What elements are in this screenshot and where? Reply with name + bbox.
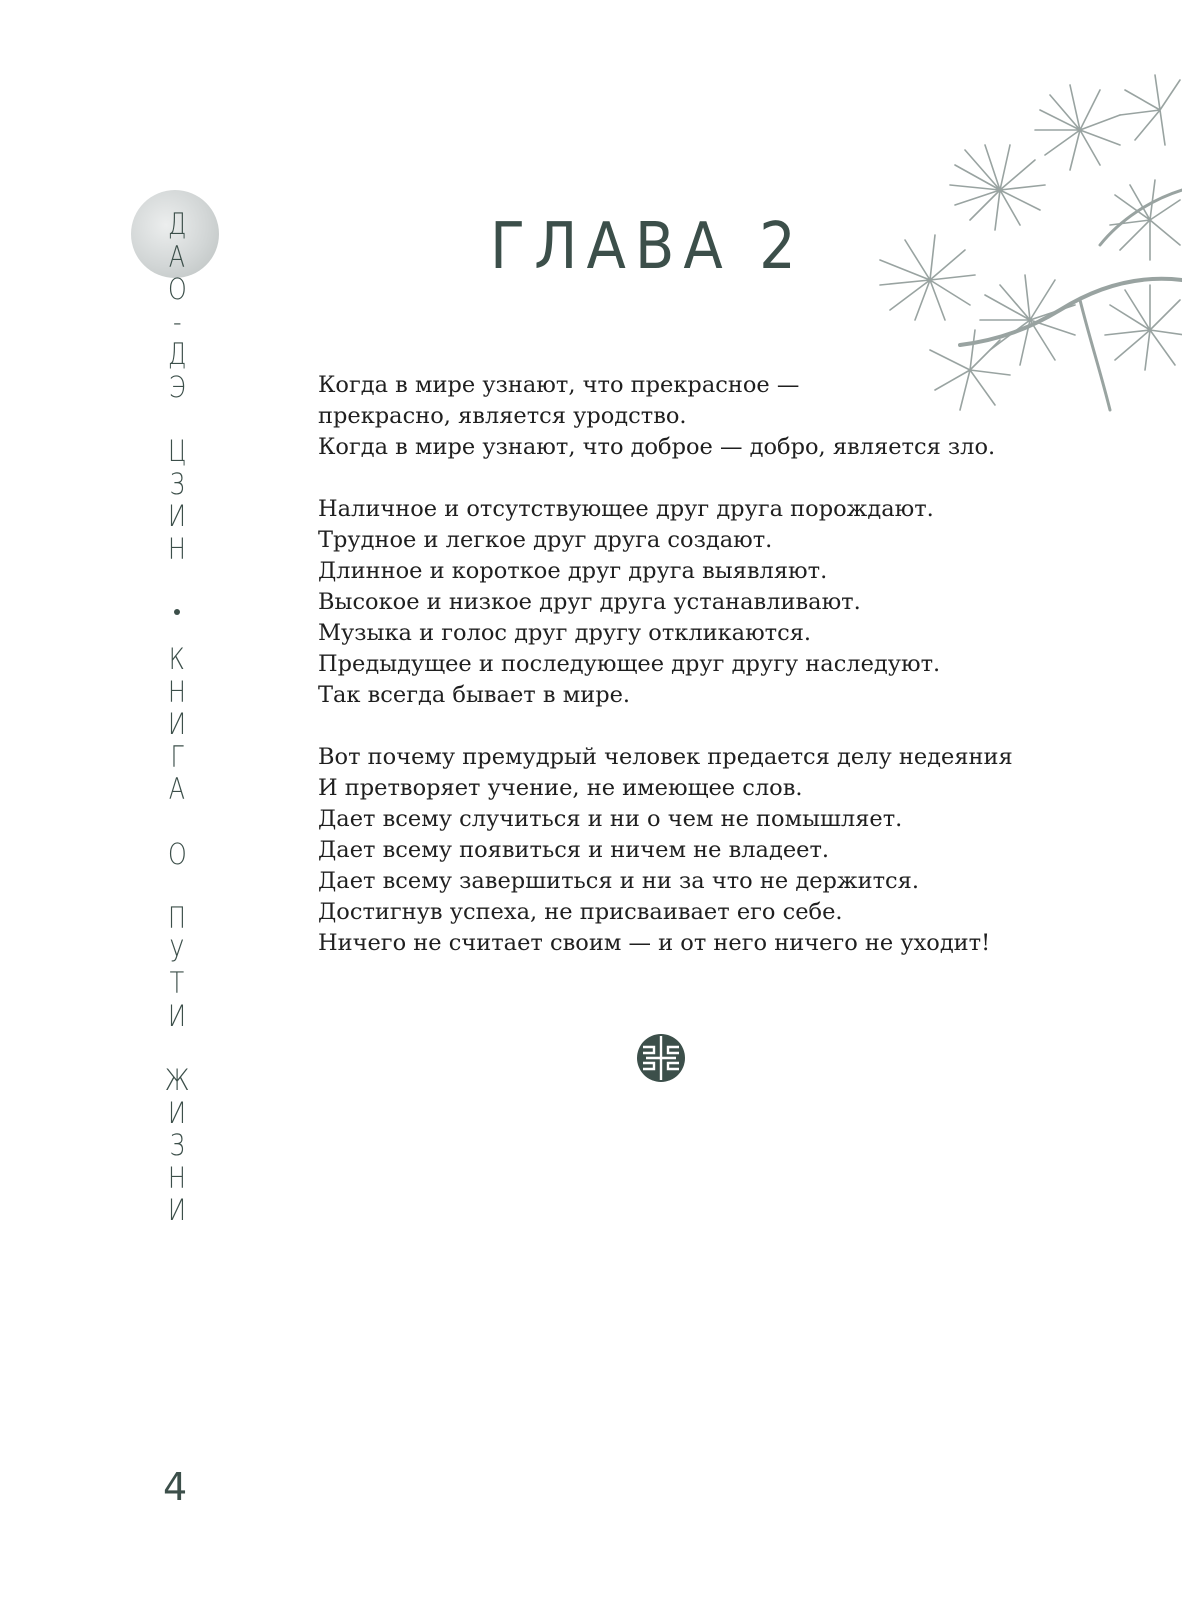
text-line: Ничего не считает своим — и от него ничего не уходит! <box>318 930 991 956</box>
text-line: Предыдущее и последующее друг другу наследуют. <box>318 651 941 677</box>
text-line: Вот почему премудрый человек предается делу недеяния <box>318 744 1013 770</box>
running-title-word: Д А О - Д Э <box>167 207 187 404</box>
text-line: Так всегда бывает в мире. <box>318 682 631 708</box>
text-line: Когда в мире узнают, что доброе — добро, является зло. <box>318 434 996 460</box>
vertical-running-title <box>150 208 204 1259</box>
running-title-word: П У Т И <box>168 901 186 1033</box>
chapter-text <box>318 370 1018 990</box>
running-title-word: О <box>167 836 187 871</box>
stanza <box>318 370 1018 463</box>
text-line: Достигнув успеха, не присваивает его себе. <box>318 899 843 925</box>
running-title-word: Ц З И Н <box>167 434 187 566</box>
text-line: Длинное и короткое друг друга выявляют. <box>318 558 828 584</box>
running-title-word: Ж И З Н И <box>164 1063 190 1227</box>
running-title-separator-dot <box>174 609 180 615</box>
text-line: Когда в мире узнают, что прекрасное — <box>318 372 800 398</box>
text-line: Дает всему завершиться и ни за что не держится. <box>318 868 920 894</box>
text-line: прекрасно, является уродство. <box>318 403 687 429</box>
text-line: Дает всему появиться и ничем не владеет. <box>318 837 830 863</box>
text-line: Высокое и низкое друг друга устанавливают. <box>318 589 861 615</box>
text-line: Музыка и голос друг другу откликаются. <box>318 620 812 646</box>
chinese-knot-ornament-icon <box>636 1033 686 1083</box>
text-line: Дает всему случиться и ни о чем не помышляет. <box>318 806 903 832</box>
text-line: Наличное и отсутствующее друг друга порождают. <box>318 496 934 522</box>
running-title-word: К Н И Г А <box>168 642 186 806</box>
text-line: И претворяет учение, не имеющее слов. <box>318 775 803 801</box>
chapter-title: ГЛАВА 2 <box>490 210 805 284</box>
stanza <box>318 742 1018 959</box>
stanza <box>318 494 1018 711</box>
text-line: Трудное и легкое друг друга создают. <box>318 527 773 553</box>
page-number: 4 <box>163 1465 188 1509</box>
